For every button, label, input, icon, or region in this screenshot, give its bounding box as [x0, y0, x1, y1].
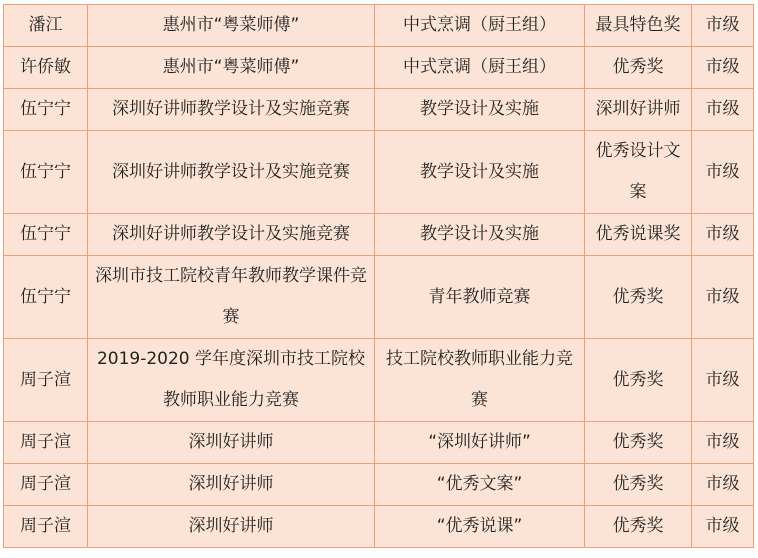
- cell-category: “优秀文案”: [375, 464, 585, 506]
- awards-table: [3, 4, 754, 548]
- cell-name: 周子渲: [4, 464, 88, 506]
- cell-category: “优秀说课”: [375, 506, 585, 548]
- cell-competition: 深圳好讲师: [88, 506, 375, 548]
- cell-award: 优秀奖: [585, 422, 692, 464]
- cell-competition: 深圳好讲师教学设计及实施竞赛: [88, 214, 375, 256]
- cell-award: 优秀奖: [585, 464, 692, 506]
- cell-level: 市级: [692, 214, 754, 256]
- cell-category: 中式烹调（厨王组）: [375, 5, 585, 47]
- cell-level: 市级: [692, 89, 754, 131]
- cell-award: 优秀说课奖: [585, 214, 692, 256]
- cell-level: 市级: [692, 47, 754, 89]
- cell-name: 周子渲: [4, 506, 88, 548]
- awards-table-container: [3, 4, 753, 548]
- table-row: [4, 339, 754, 422]
- cell-name: 伍宁宁: [4, 131, 88, 214]
- cell-level: 市级: [692, 131, 754, 214]
- cell-award: 最具特色奖: [585, 5, 692, 47]
- cell-level: 市级: [692, 506, 754, 548]
- cell-award: 优秀奖: [585, 256, 692, 339]
- cell-category: 教学设计及实施: [375, 89, 585, 131]
- table-row: [4, 214, 754, 256]
- cell-level: 市级: [692, 339, 754, 422]
- table-row: [4, 464, 754, 506]
- table-row: [4, 89, 754, 131]
- table-row: [4, 256, 754, 339]
- cell-level: 市级: [692, 422, 754, 464]
- cell-name: 伍宁宁: [4, 256, 88, 339]
- cell-category: 教学设计及实施: [375, 131, 585, 214]
- cell-level: 市级: [692, 464, 754, 506]
- cell-level: 市级: [692, 256, 754, 339]
- cell-competition: 惠州市“粤菜师傅”: [88, 5, 375, 47]
- cell-award: 优秀设计文案: [585, 131, 692, 214]
- cell-competition: 2019-2020 学年度深圳市技工院校教师职业能力竞赛: [88, 339, 375, 422]
- cell-level: 市级: [692, 5, 754, 47]
- cell-name: 许侨敏: [4, 47, 88, 89]
- cell-competition: 深圳好讲师: [88, 422, 375, 464]
- cell-competition: 惠州市“粤菜师傅”: [88, 47, 375, 89]
- cell-category: 技工院校教师职业能力竞赛: [375, 339, 585, 422]
- cell-category: 中式烹调（厨王组）: [375, 47, 585, 89]
- table-row: [4, 506, 754, 548]
- cell-name: 伍宁宁: [4, 89, 88, 131]
- cell-award: 深圳好讲师: [585, 89, 692, 131]
- awards-table-body: [4, 5, 754, 548]
- table-row: [4, 422, 754, 464]
- cell-name: 潘江: [4, 5, 88, 47]
- cell-name: 周子渲: [4, 422, 88, 464]
- cell-category: 教学设计及实施: [375, 214, 585, 256]
- cell-award: 优秀奖: [585, 506, 692, 548]
- cell-category: 青年教师竞赛: [375, 256, 585, 339]
- table-row: [4, 131, 754, 214]
- table-row: [4, 47, 754, 89]
- table-row: [4, 5, 754, 47]
- cell-name: 伍宁宁: [4, 214, 88, 256]
- cell-competition: 深圳好讲师教学设计及实施竞赛: [88, 89, 375, 131]
- cell-competition: 深圳好讲师: [88, 464, 375, 506]
- cell-competition: 深圳市技工院校青年教师教学课件竞赛: [88, 256, 375, 339]
- cell-category: “深圳好讲师”: [375, 422, 585, 464]
- cell-name: 周子渲: [4, 339, 88, 422]
- cell-award: 优秀奖: [585, 339, 692, 422]
- cell-award: 优秀奖: [585, 47, 692, 89]
- cell-competition: 深圳好讲师教学设计及实施竞赛: [88, 131, 375, 214]
